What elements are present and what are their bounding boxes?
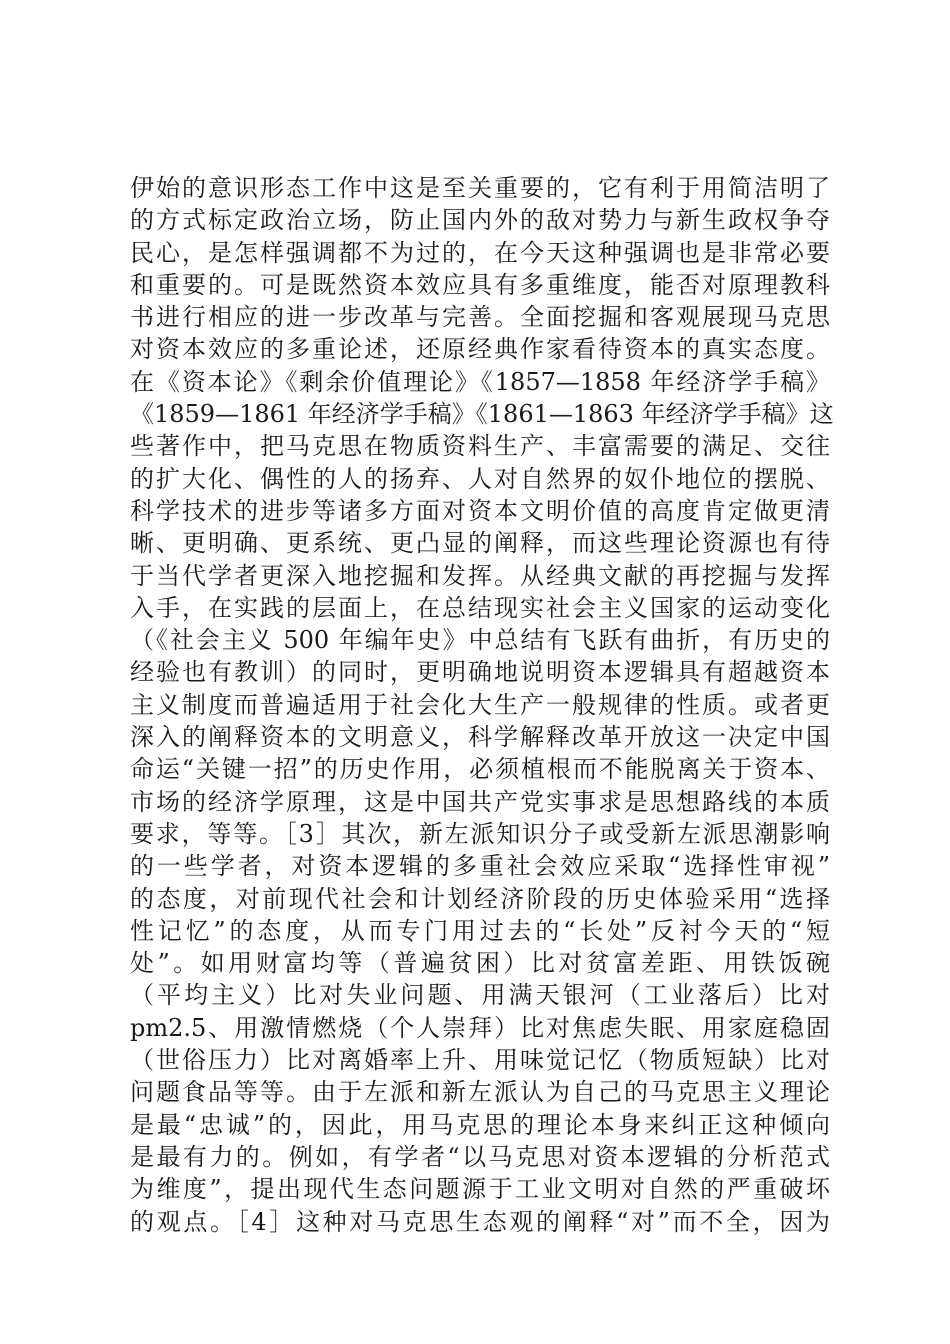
text-line: 处”。如用财富均等（普遍贫困）比对贫富差距、用铁饭碗 bbox=[130, 949, 830, 978]
text-line: 《1859—1861 年经济学手稿》《1861—1863 年经济学手稿》这 bbox=[130, 400, 834, 429]
text-line: 的扩大化、偶性的人的扬弃、人对自然界的奴仆地位的摆脱、 bbox=[130, 464, 830, 493]
text-line: 书进行相应的进一步改革与完善。全面挖掘和客观展现马克思 bbox=[130, 303, 830, 332]
text-line: 性记忆”的态度，从而专门用过去的“长处”反衬今天的“短 bbox=[130, 916, 830, 945]
text-line: 和重要的。可是既然资本效应具有多重维度，能否对原理教科 bbox=[130, 270, 830, 299]
text-line: 晰、更明确、更系统、更凸显的阐释，而这些理论资源也有待 bbox=[130, 529, 830, 558]
text-line: 科学技术的进步等诸多方面对资本文明价值的高度肯定做更清 bbox=[130, 496, 830, 525]
text-line: 问题食品等等。由于左派和新左派认为自己的马克思主义理论 bbox=[130, 1078, 830, 1107]
text-line: 的一些学者，对资本逻辑的多重社会效应采取“选择性审视” bbox=[130, 852, 830, 881]
text-line: 是最有力的。例如，有学者“以马克思对资本逻辑的分析范式 bbox=[130, 1142, 830, 1171]
text-line: 伊始的意识形态工作中这是至关重要的，它有利于用简洁明了 bbox=[130, 174, 830, 202]
text-line: 对资本效应的多重论述，还原经典作家看待资本的真实态度。 bbox=[130, 335, 830, 364]
text-line: （平均主义）比对失业问题、用满天银河（工业落后）比对 bbox=[130, 981, 830, 1010]
text-line: 深入的阐释资本的文明意义，科学解释改革开放这一决定中国 bbox=[130, 723, 830, 752]
text-line: 为维度”，提出现代生态问题源于工业文明对自然的严重破坏 bbox=[130, 1175, 830, 1204]
text-line: 是最“忠诚”的，因此，用马克思的理论本身来纠正这种倾向 bbox=[130, 1110, 830, 1139]
text-line: 民心，是怎样强调都不为过的，在今天这种强调也是非常必要 bbox=[130, 238, 830, 267]
text-line: 命运“关键一招”的历史作用，必须植根而不能脱离关于资本、 bbox=[130, 755, 830, 784]
body-text bbox=[130, 172, 834, 1238]
text-line: 市场的经济学原理，这是中国共产党实事求是思想路线的本质 bbox=[130, 787, 830, 816]
text-line: 入手，在实践的层面上，在总结现实社会主义国家的运动变化 bbox=[130, 593, 830, 622]
text-line: 于当代学者更深入地挖掘和发挥。从经典文献的再挖掘与发挥 bbox=[130, 561, 830, 590]
text-line: 要求，等等。［3］其次，新左派知识分子或受新左派思潮影响 bbox=[130, 819, 830, 848]
text-line: 主义制度而普遍适用于社会化大生产一般规律的性质。或者更 bbox=[130, 690, 830, 719]
text-line: （世俗压力）比对离婚率上升、用味觉记忆（物质短缺）比对 bbox=[130, 1046, 830, 1075]
text-line: 的态度，对前现代社会和计划经济阶段的历史体验采用“选择 bbox=[130, 884, 830, 913]
text-line: 的方式标定政治立场，防止国内外的敌对势力与新生政权争夺 bbox=[130, 206, 830, 235]
text-line: 在《资本论》《剩余价值理论》《1857—1858 年经济学手稿》 bbox=[130, 367, 830, 396]
text-line: 经验也有教训）的同时，更明确地说明资本逻辑具有超越资本 bbox=[130, 658, 830, 687]
text-line: 些著作中，把马克思在物质资料生产、丰富需要的满足、交往 bbox=[130, 432, 830, 461]
text-line: 的观点。［4］这种对马克思生态观的阐释“对”而不全，因为 bbox=[130, 1207, 830, 1236]
text-line: pm2.5、用激情燃烧（个人崇拜）比对焦虑失眠、用家庭稳固 bbox=[130, 1013, 830, 1042]
text-line: （《社会主义 500 年编年史》中总结有飞跃有曲折，有历史的 bbox=[130, 626, 830, 655]
